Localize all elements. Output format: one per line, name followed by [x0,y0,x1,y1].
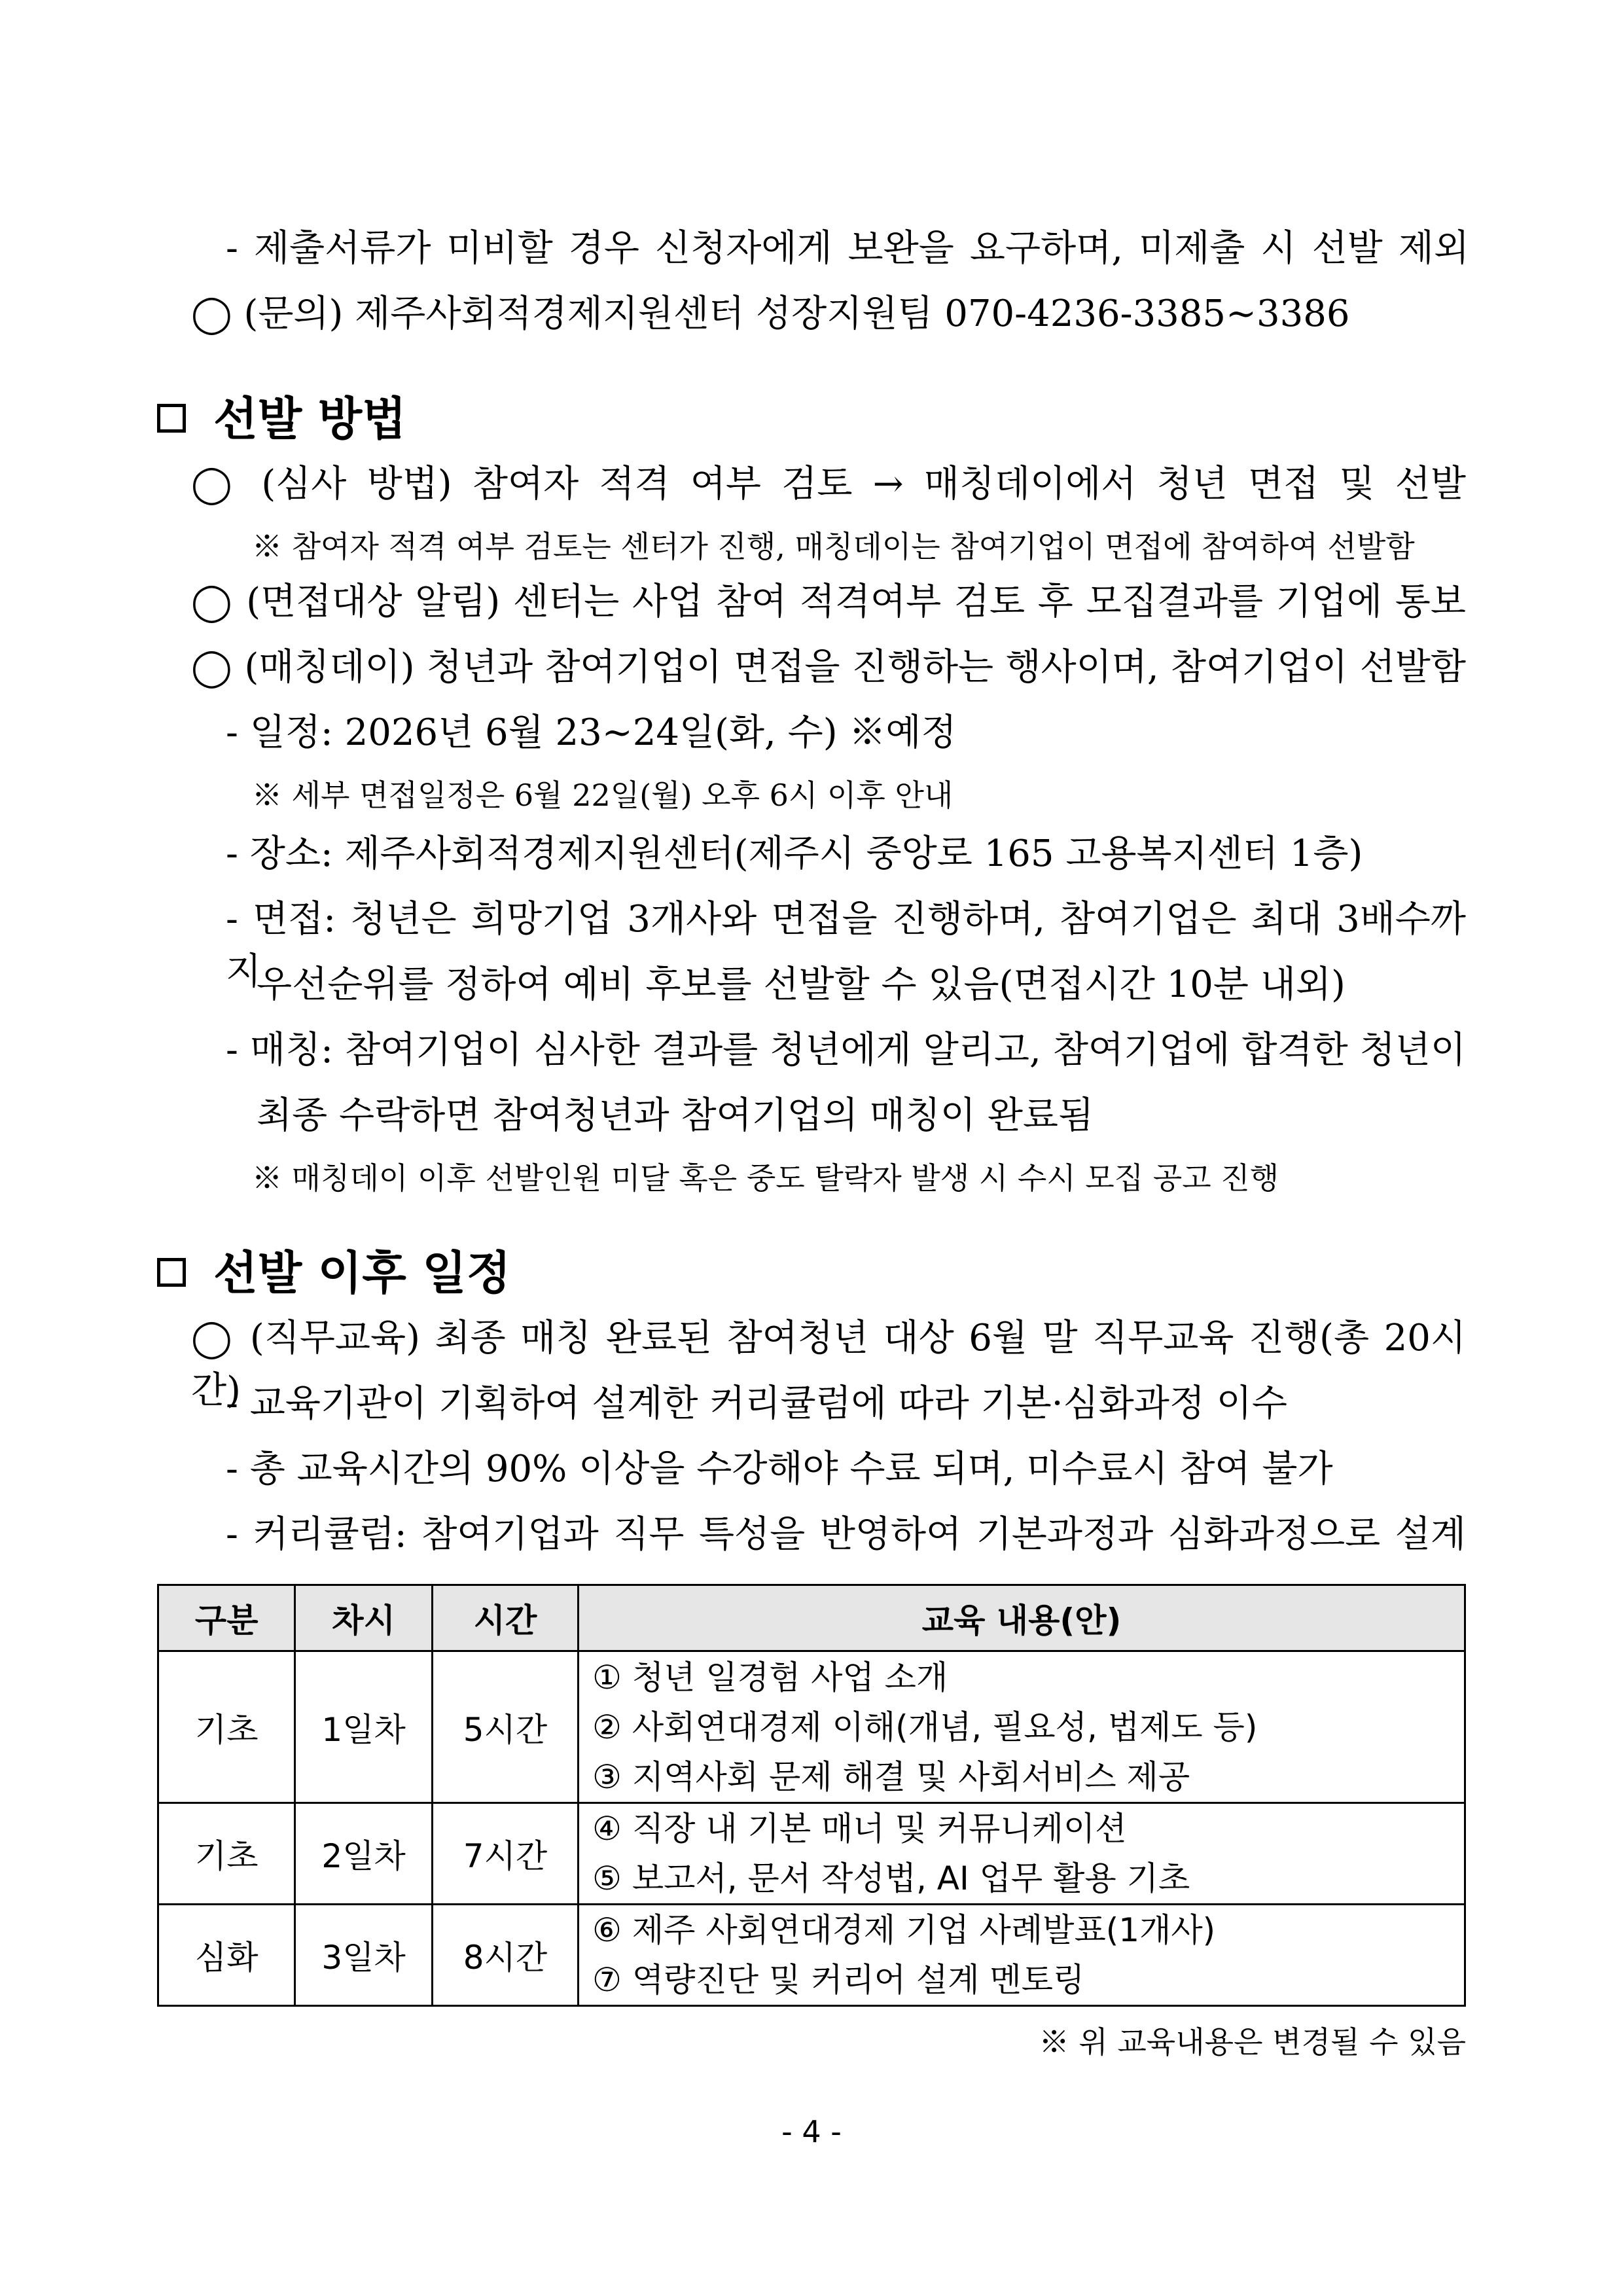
matching-note: ※ 매칭데이 이후 선발인원 미달 혹은 중도 탈락자 발생 시 수시 모집 공고 진행 [252,1160,1279,1196]
table-row [158,1905,1465,2006]
training-line-1: ◯ (직무교육) 최종 매칭 완료된 참여청년 대상 6월 말 직무교육 진행(총 20시간) [191,1317,1466,1412]
cell-session: 2일차 [295,1803,432,1905]
cell-session: 3일차 [295,1905,432,2006]
schedule-note: ※ 세부 면접일정은 6월 22일(월) 오후 6시 이후 안내 [252,778,954,813]
content-item: ① 청년 일경험 사업 소개 [592,1658,948,1696]
section-heading-post-selection: 선발 이후 일정 [157,1240,510,1306]
content-item: ② 사회연대경제 이해(개념, 필요성, 법제도 등) [592,1708,1258,1746]
selection-line-3: ◯ (매칭데이) 청년과 참여기업이 면접을 진행하는 행사이며, 참여기업이 선발함 [191,646,1466,689]
table-row [158,1803,1465,1905]
content-item: ⑦ 역량진단 및 커리어 설계 멘토링 [592,1961,1085,1999]
section-heading-selection-method: 선발 방법 [157,386,406,452]
matching-line-1: - 매칭: 참여기업이 심사한 결과를 청년에게 알리고, 참여기업에 합격한 청년이 [226,1029,1466,1071]
header-session: 차시 [295,1585,432,1651]
content-item: ④ 직장 내 기본 매너 및 커뮤니케이션 [592,1810,1127,1848]
schedule-line: - 일정: 2026년 6월 23~24일(화, 수) ※예정 [226,711,957,754]
content-item: ⑥ 제주 사회연대경제 기업 사례발표(1개사) [592,1911,1216,1949]
curriculum-table [157,1584,1466,2007]
header-content: 교육 내용(안) [579,1585,1465,1651]
training-line-4: - 커리큘럼: 참여기업과 직무 특성을 반영하여 기본과정과 심화과정으로 설계 [226,1513,1466,1556]
training-line-2: - 교육기관이 기획하여 설계한 커리큘럼에 따라 기본·심화과정 이수 [226,1382,1287,1425]
cell-hours: 5시간 [432,1651,578,1803]
matching-line-2: 최종 수락하면 참여청년과 참여기업의 매칭이 완료됨 [257,1094,1094,1137]
cell-content [579,1651,1465,1803]
table-note: ※ 위 교육내용은 변경될 수 있음 [1039,2024,1466,2060]
selection-line-2: ◯ (면접대상 알림) 센터는 사업 참여 적격여부 검토 후 모집결과를 기업에 통보 [191,581,1466,623]
contact-line: ◯ (문의) 제주사회적경제지원센터 성장지원팀 070-4236-3385~3386 [191,293,1350,335]
checkbox-square-icon [157,404,186,433]
training-line-3: - 총 교육시간의 90% 이상을 수강해야 수료 되며, 미수료시 참여 불가 [226,1448,1333,1490]
interview-line-1: - 면접: 청년은 희망기업 3개사와 면접을 진행하며, 참여기업은 최대 3배수까지 [226,898,1466,993]
cell-content [579,1905,1465,2006]
cell-hours: 8시간 [432,1905,578,2006]
cell-category: 심화 [158,1905,295,2006]
table-header-row [158,1585,1465,1651]
content-item: ③ 지역사회 문제 해결 및 사회서비스 제공 [592,1757,1190,1796]
table-row [158,1651,1465,1803]
selection-line-1: ◯ (심사 방법) 참여자 적격 여부 검토 → 매칭데이에서 청년 면접 및 선발 [191,463,1466,505]
header-category: 구분 [158,1585,295,1651]
submission-note: - 제출서류가 미비할 경우 신청자에게 보완을 요구하며, 미제출 시 선발 제외 [226,227,1469,270]
cell-hours: 7시간 [432,1803,578,1905]
location-line: - 장소: 제주사회적경제지원센터(제주시 중앙로 165 고용복지센터 1층) [226,833,1363,875]
cell-content [579,1803,1465,1905]
cell-category: 기초 [158,1651,295,1803]
checkbox-square-icon [157,1258,186,1287]
interview-line-2: 우선순위를 정하여 예비 후보를 선발할 수 있음(면접시간 10분 내외) [257,963,1346,1006]
cell-category: 기초 [158,1803,295,1905]
selection-note-1: ※ 참여자 적격 여부 검토는 센터가 진행, 매칭데이는 참여기업이 면접에 참여하여 선발함 [252,529,1415,564]
page-number: - 4 - [781,2114,842,2149]
content-item: ⑤ 보고서, 문서 작성법, AI 업무 활용 기초 [592,1859,1190,1897]
cell-session: 1일차 [295,1651,432,1803]
header-hours: 시간 [432,1585,578,1651]
